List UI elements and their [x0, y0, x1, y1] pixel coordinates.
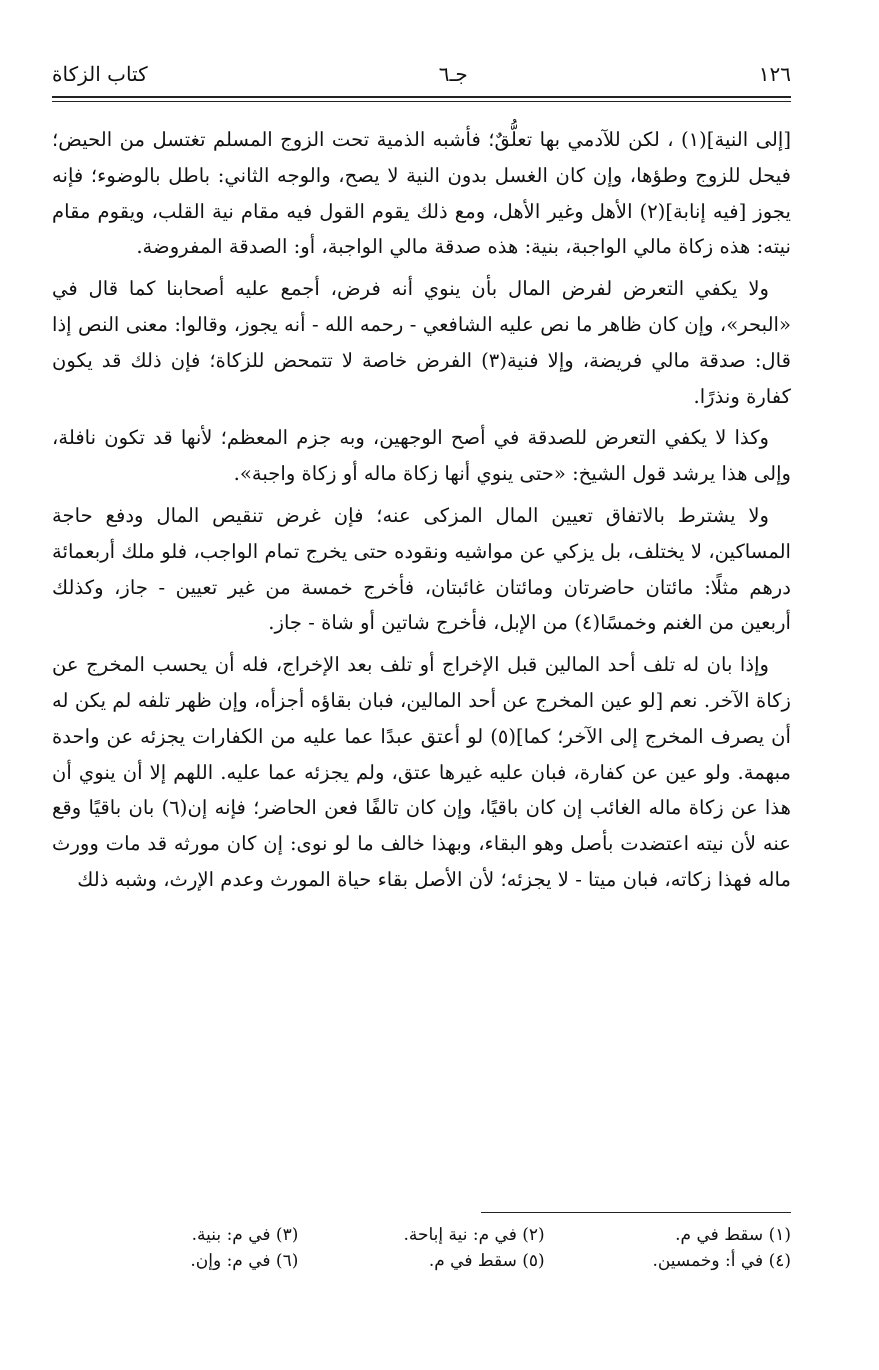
header-rule: [52, 96, 791, 102]
footnote: (٦) في م: وإن.: [190, 1251, 299, 1271]
footnote: (٥) سقط في م.: [428, 1251, 545, 1271]
footnote-row: [52, 1248, 791, 1274]
footnote: (٢) في م: نية إباحة.: [403, 1225, 545, 1245]
book-title: كتاب الزكاة: [52, 62, 148, 86]
footnote-rule: [481, 1212, 791, 1213]
running-header: [52, 56, 791, 92]
page-number: ١٢٦: [758, 62, 791, 86]
footnote-row: [52, 1222, 791, 1248]
footnote: (٤) في أ: وخمسين.: [652, 1251, 791, 1271]
main-text: [52, 122, 791, 904]
footnote: (٣) في م: بنية.: [191, 1225, 299, 1245]
paragraph: وإذا بان له تلف أحد المالين قبل الإخراج أو تلف بعد الإخراج، فله أن يحسب المخرج عن زكاة الآخر. نعم [لو عين المخرج عن أحد المالين، فبان بقاؤه أجزأه، وإن ظهر تلفه لم يكن له أن يصرف المخرج إلى الآخر؛ كما](٥) لو أعتق عبدًا عما عليه من الكفارات يجزئه عن واحدة مبهمة. ولو عين عن كفارة، فبان عليه غيرها عتق، ولم يجزئه عما عليه. اللهم إلا أن ينوي أن هذا عن زكاة ماله الغائب إن كان باقيًا، وإن كان تالفًا فعن الحاضر؛ فإنه إن(٦) بان باقيًا وقع عنه لأن نيته اعتضدت بأصل وهو البقاء، وبهذا خالف ما لو نوى: إن كان مورثه قد مات وورث ماله فهذا زكاته، فبان ميتا - لا يجزئه؛ لأن الأصل بقاء حياة المورث وعدم الإرث، وشبه ذلك: [52, 653, 791, 891]
footnotes: [52, 1222, 791, 1274]
volume-number: جـ٦: [438, 62, 468, 86]
paragraph: ولا يكفي التعرض لفرض المال بأن ينوي أنه فرض، أجمع عليه أصحابنا كما قال في «البحر»، وإن كان ظاهر ما نص عليه الشافعي - رحمه الله - أنه يجوز، وقالوا: معنى النص إذا قال: صدقة مالي فريضة، وإلا فنية(٣) الفرض خاصة لا تتمحض للزكاة؛ فإن ذلك قد يكون كفارة ونذرًا.: [52, 277, 791, 408]
paragraph: وكذا لا يكفي التعرض للصدقة في أصح الوجهين، وبه جزم المعظم؛ لأنها قد تكون نافلة، وإلى هذا يرشد قول الشيخ: «حتى ينوي أنها زكاة ماله أو زكاة واجبة».: [52, 426, 791, 486]
footnote: (١) سقط في م.: [675, 1225, 791, 1245]
paragraph: ولا يشترط بالاتفاق تعيين المال المزكى عنه؛ فإن غرض تنقيص المال ودفع حاجة المساكين، لا يختلف، بل يزكي عن مواشيه ونقوده حتى يخرج تمام الواجب، فلو ملك أربعمائة درهم مثلًا: مائتان حاضرتان ومائتان غائبتان، فأخرج خمسة من غير تعيين - جاز، وكذلك أربعين من الغنم وخمسًا(٤) من الإبل، فأخرج شاتين أو شاة - جاز.: [52, 503, 791, 635]
paragraph: [إلى النية](١) ، لكن للآدمي بها تعلُّقٌ؛ فأشبه الذمية تحت الزوج المسلم تغتسل من الحيض؛ فيحل للزوج وطؤها، وإن كان الغسل بدون النية لا يصح، والوجه الثاني: باطل بالوضوء؛ فإنه يجوز [فيه إنابة](٢) الأهل وغير الأهل، ومع ذلك يقوم القول فيه مقام نية القلب، ويقوم مقام نيته: هذه زكاة مالي الواجبة، بنية: هذه صدقة مالي الواجبة، أو: الصدقة المفروضة.: [52, 128, 791, 259]
